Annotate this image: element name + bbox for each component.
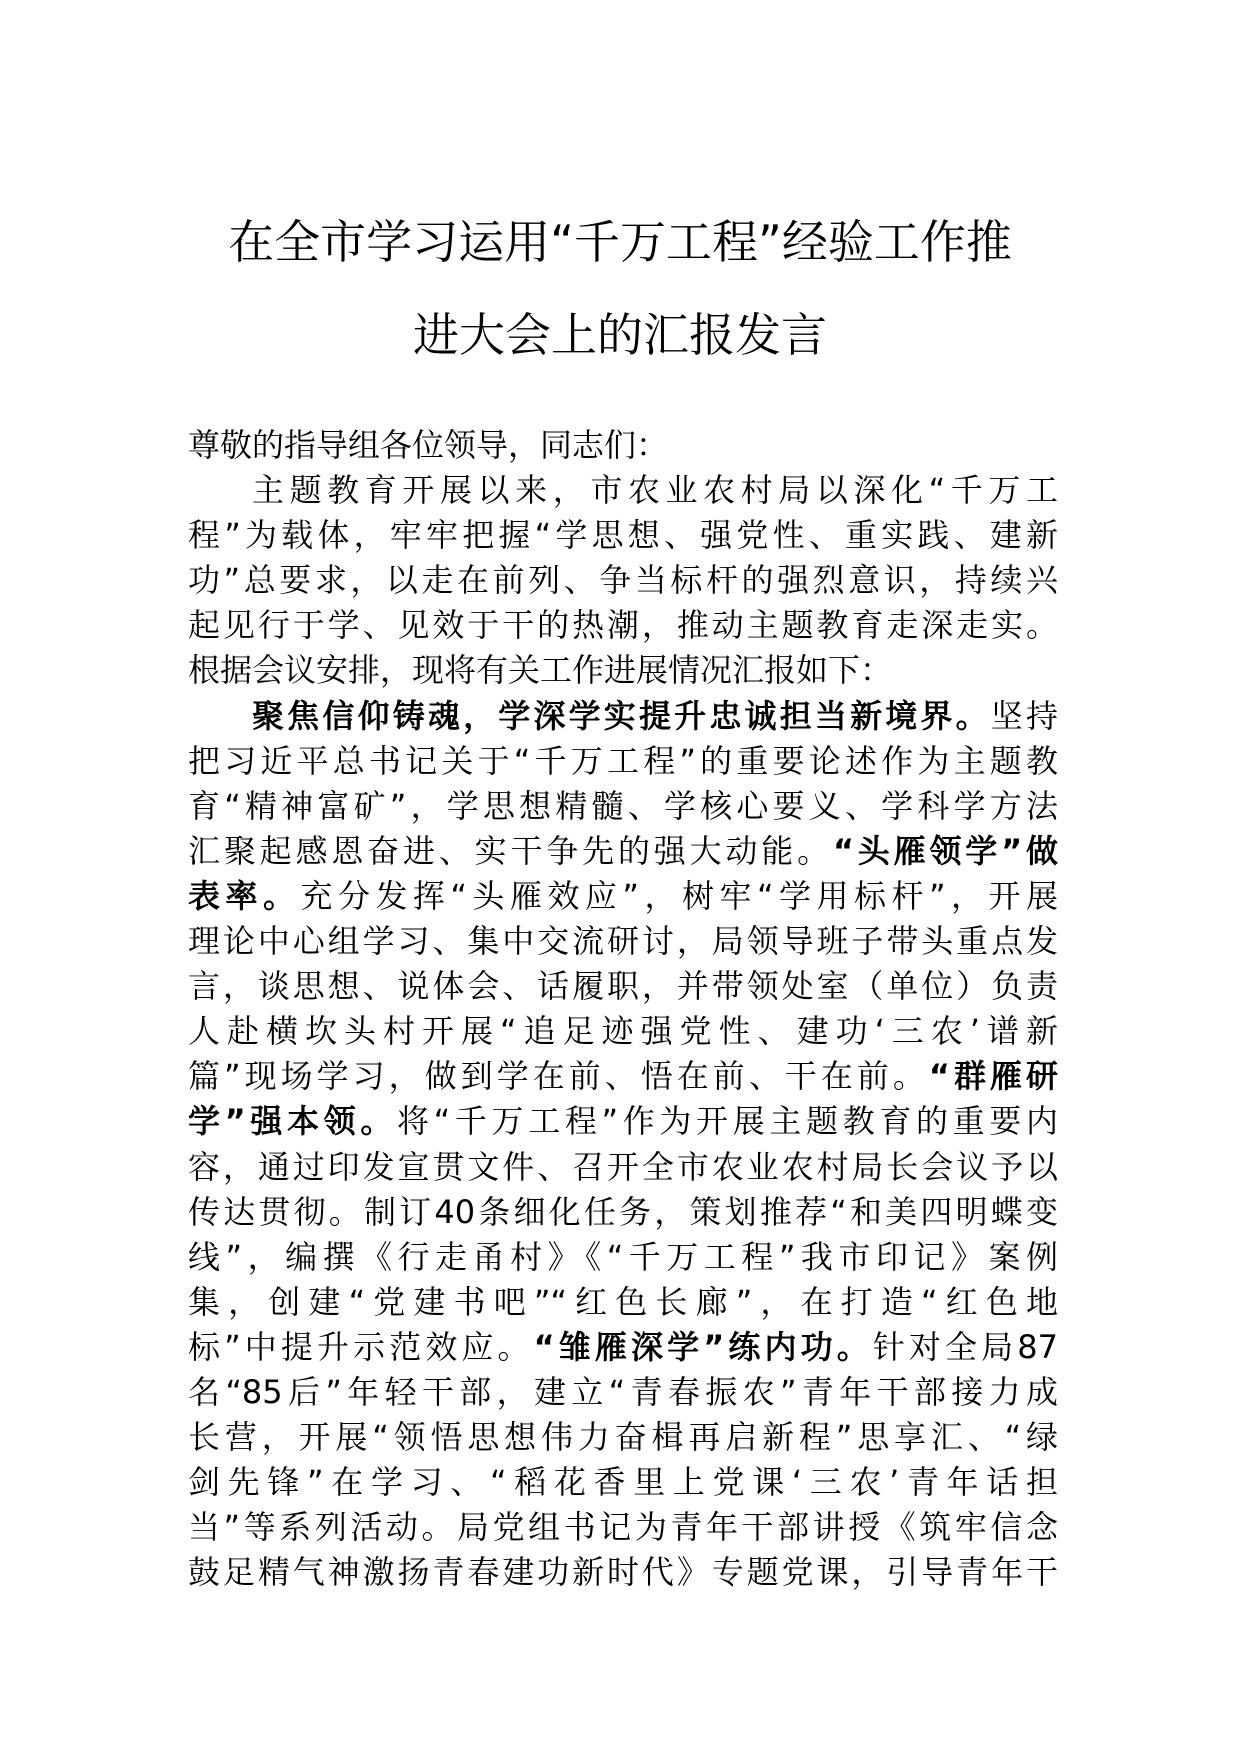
subheading: 表率。 — [188, 876, 301, 915]
paragraph-line — [188, 1325, 1058, 1370]
paragraph-text: 篇”现场学习，做到学在前、悟在前、干在前。 — [188, 1057, 929, 1096]
paragraph-text: 坚持 — [990, 696, 1058, 735]
paragraph-line: 当”等系列活动。局党组书记为青年干部讲授《筑牢信念 — [188, 1508, 1058, 1547]
paragraph-text: 将“千万工程”作为开展主题教育的重要内 — [396, 1102, 1058, 1141]
paragraph-line: 理论中心组学习、集中交流研讨，局领导班子带头重点发 — [188, 922, 1058, 961]
subheading: 学”强本领。 — [188, 1102, 397, 1141]
paragraph-line: 长营，开展“领悟思想伟力奋楫再启新程”思享汇、“绿 — [188, 1418, 1058, 1457]
paragraph-line: 人赴横坎头村开展“追足迹强党性、建功‘三农’谱新 — [188, 1012, 1058, 1051]
paragraph-text: 针对全局87 — [872, 1327, 1058, 1366]
paragraph-line: 集，创建“党建书吧”“红色长廊”，在打造“红色地 — [188, 1282, 1058, 1321]
paragraph-text: 标”中提升示范效应。 — [188, 1327, 534, 1366]
paragraph-line: 功”总要求，以走在前列、争当标杆的强烈意识，持续兴 — [188, 561, 1058, 600]
subheading: “头雁领学”做 — [832, 831, 1058, 870]
paragraph-line: 言，谈思想、说体会、话履职，并带领处室（单位）负责 — [188, 967, 1058, 1006]
paragraph-line: 主题教育开展以来，市农业农村局以深化“千万工 — [252, 471, 1058, 510]
paragraph-line: 容，通过印发宣贯文件、召开全市农业农村局长会议予以 — [188, 1147, 1058, 1186]
paragraph-line: 根据会议安排，现将有关工作进展情况汇报如下： — [188, 651, 893, 690]
document-title-line-2: 进大会上的汇报发言 — [413, 308, 827, 362]
salutation: 尊敬的指导组各位领导，同志们： — [188, 426, 669, 464]
subheading: “雏雁深学”练内功。 — [533, 1327, 873, 1366]
paragraph-line: 传达贯彻。制订40条细化任务，策划推荐“和美四明蝶变 — [188, 1192, 1058, 1231]
paragraph-line: 程”为载体，牢牢把握“学思想、强党性、重实践、建新 — [188, 516, 1058, 555]
paragraph-text: 汇聚起感恩奋进、实干争先的强大动能。 — [188, 831, 833, 870]
document-body — [188, 423, 1058, 1595]
section-heading-line — [188, 694, 1058, 739]
paragraph-line: 线”，编撰《行走甬村》《“千万工程”我市印记》案例 — [188, 1237, 1058, 1276]
paragraph-line: 育“精神富矿”，学思想精髓、学核心要义、学科学方法 — [188, 786, 1058, 825]
paragraph-line — [188, 1099, 1058, 1144]
paragraph-line: 剑先锋”在学习、“稻花香里上党课‘三农’青年话担 — [188, 1463, 1058, 1502]
paragraph-line — [188, 829, 1058, 874]
subheading: “群雁研 — [928, 1057, 1058, 1096]
paragraph-line: 把习近平总书记关于“千万工程”的重要论述作为主题教 — [188, 741, 1058, 780]
paragraph-text: 充分发挥“头雁效应”，树牢“学用标杆”，开展 — [300, 876, 1058, 915]
paragraph-line: 起见行于学、见效于干的热潮，推动主题教育走深走实。 — [188, 606, 1058, 645]
document-title-line-1: 在全市学习运用“千万工程”经验工作推 — [228, 215, 1012, 269]
paragraph-line — [188, 1054, 1058, 1099]
paragraph-line — [188, 874, 1058, 919]
paragraph-line: 名“85后”年轻干部，建立“青春振农”青年干部接力成 — [188, 1372, 1058, 1411]
section-heading: 聚焦信仰铸魂，学深学实提升忠诚担当新境界。 — [252, 696, 991, 735]
paragraph-line: 鼓足精气神激扬青春建功新时代》专题党课，引导青年干 — [188, 1553, 1058, 1592]
